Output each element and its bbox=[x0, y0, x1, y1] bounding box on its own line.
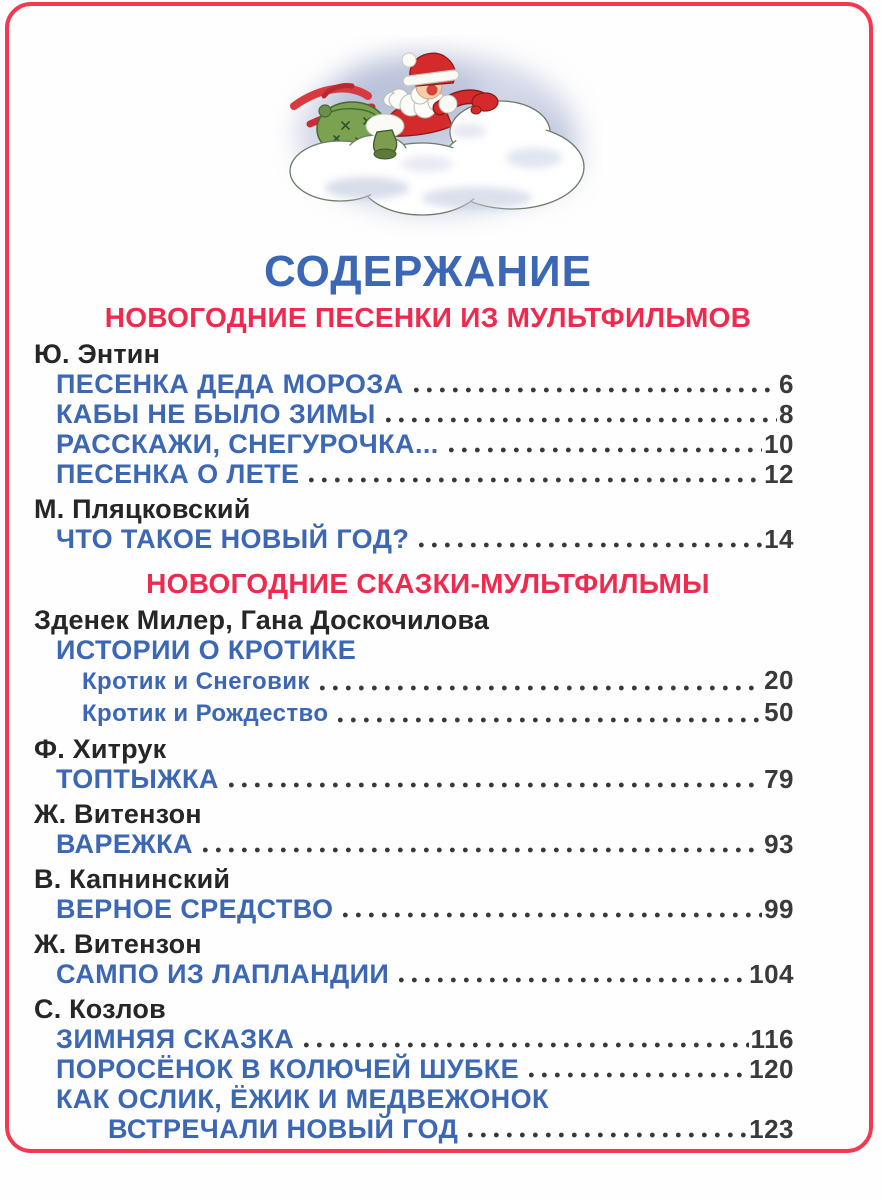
leader-dots bbox=[203, 847, 762, 853]
entry-title: КАК ОСЛИК, ЁЖИК И МЕДВЕЖОНОК bbox=[56, 1084, 549, 1114]
toc-entry bbox=[34, 665, 794, 697]
toc-entry bbox=[34, 429, 794, 459]
leader-dots bbox=[320, 685, 762, 691]
toc-entry bbox=[34, 1114, 794, 1144]
author-group bbox=[34, 994, 794, 1144]
entry-page: 14 bbox=[764, 524, 794, 554]
toc-section bbox=[34, 302, 794, 554]
entry-list bbox=[34, 959, 794, 989]
leader-dots bbox=[309, 477, 762, 483]
entry-page: 104 bbox=[749, 959, 794, 989]
entry-page: 79 bbox=[764, 764, 794, 794]
author-line: С. Козлов bbox=[34, 994, 166, 1024]
author-group bbox=[34, 929, 794, 989]
entry-title: РАССКАЖИ, СНЕГУРОЧКА... bbox=[56, 429, 439, 459]
table-of-contents bbox=[34, 240, 794, 1144]
entry-title: ПОРОСЁНОК В КОЛЮЧЕЙ ШУБКЕ bbox=[56, 1054, 520, 1084]
entry-title: ТОПТЫЖКА bbox=[56, 764, 219, 794]
santa-hat bbox=[402, 53, 455, 86]
author-line: Ф. Хитрук bbox=[34, 734, 167, 764]
entry-page: 50 bbox=[764, 697, 794, 727]
santa-on-cloud-illustration bbox=[272, 36, 602, 236]
entry-title: Кротик и Рождество bbox=[82, 700, 329, 727]
entry-list bbox=[34, 829, 794, 859]
author-line: Зденек Милер, Гана Доскочилова bbox=[34, 605, 490, 635]
toc-entry bbox=[34, 369, 794, 399]
leader-dots bbox=[419, 542, 762, 548]
toc-entry bbox=[34, 524, 794, 554]
entry-list bbox=[34, 1024, 794, 1144]
entry-title: ИСТОРИИ О КРОТИКЕ bbox=[56, 635, 357, 665]
toc-entry bbox=[34, 829, 794, 859]
entry-title: ВАРЕЖКА bbox=[56, 829, 193, 859]
entry-title: ВЕРНОЕ СРЕДСТВО bbox=[56, 894, 334, 924]
entry-title: ПЕСЕНКА О ЛЕТЕ bbox=[56, 459, 300, 489]
leader-dots bbox=[414, 387, 777, 393]
leader-dots bbox=[449, 447, 762, 453]
entry-page: 116 bbox=[750, 1024, 794, 1054]
toc-entry bbox=[34, 764, 794, 794]
toc-entry bbox=[34, 635, 794, 665]
toc-entry bbox=[34, 1084, 794, 1114]
entry-title: Кротик и Снеговик bbox=[82, 668, 310, 695]
entry-page: 8 bbox=[779, 399, 794, 429]
author-group bbox=[34, 494, 794, 554]
entry-list bbox=[34, 524, 794, 554]
section-heading: НОВОГОДНИЕ СКАЗКИ-МУЛЬТФИЛЬМЫ bbox=[146, 568, 710, 599]
entry-page: 123 bbox=[749, 1114, 794, 1144]
section-body bbox=[34, 605, 794, 1144]
leader-dots bbox=[338, 717, 762, 723]
author-line: Ю. Энтин bbox=[34, 339, 161, 369]
entry-page: 12 bbox=[764, 459, 794, 489]
toc-entry bbox=[34, 1024, 794, 1054]
toc-entry bbox=[34, 1054, 794, 1084]
author-group bbox=[34, 864, 794, 924]
toc-entry bbox=[34, 959, 794, 989]
toc bbox=[34, 302, 794, 1144]
entry-list bbox=[34, 894, 794, 924]
author-group bbox=[34, 339, 794, 489]
entry-list bbox=[34, 635, 794, 729]
entry-page: 20 bbox=[764, 665, 794, 695]
leader-dots bbox=[399, 977, 747, 983]
entry-page: 99 bbox=[764, 894, 794, 924]
entry-page: 120 bbox=[749, 1054, 794, 1084]
author-group bbox=[34, 734, 794, 794]
entry-title: ЗИМНЯЯ СКАЗКА bbox=[56, 1024, 295, 1054]
author-line: М. Пляцковский bbox=[34, 494, 251, 524]
author-line: В. Капнинский bbox=[34, 864, 231, 894]
page-title: СОДЕРЖАНИЕ bbox=[263, 247, 593, 296]
toc-entry bbox=[34, 399, 794, 429]
entry-list bbox=[34, 369, 794, 489]
author-line: Ж. Витензон bbox=[34, 799, 202, 829]
toc-entry bbox=[34, 894, 794, 924]
toc-entry bbox=[34, 459, 794, 489]
leader-dots bbox=[343, 912, 762, 918]
entry-list bbox=[34, 764, 794, 794]
entry-page: 10 bbox=[764, 429, 794, 459]
section-body bbox=[34, 339, 794, 554]
leader-dots bbox=[468, 1132, 747, 1138]
leader-dots bbox=[229, 782, 762, 788]
entry-title: САМПО ИЗ ЛАПЛАНДИИ bbox=[56, 959, 390, 989]
section-heading: НОВОГОДНИЕ ПЕСЕНКИ ИЗ МУЛЬТФИЛЬМОВ bbox=[104, 302, 752, 333]
entry-title: ВСТРЕЧАЛИ НОВЫЙ ГОД bbox=[108, 1114, 459, 1144]
entry-title: ЧТО ТАКОЕ НОВЫЙ ГОД? bbox=[56, 524, 410, 554]
author-group bbox=[34, 799, 794, 859]
toc-entry bbox=[34, 697, 794, 729]
entry-title: КАБЫ НЕ БЫЛО ЗИМЫ bbox=[56, 399, 376, 429]
leader-dots bbox=[529, 1072, 747, 1078]
toc-section bbox=[34, 568, 794, 1144]
entry-page: 6 bbox=[779, 369, 794, 399]
leader-dots bbox=[304, 1042, 748, 1048]
entry-page: 93 bbox=[764, 829, 794, 859]
leader-dots bbox=[386, 417, 777, 423]
author-group bbox=[34, 605, 794, 729]
entry-title: ПЕСЕНКА ДЕДА МОРОЗА bbox=[56, 369, 404, 399]
author-line: Ж. Витензон bbox=[34, 929, 202, 959]
